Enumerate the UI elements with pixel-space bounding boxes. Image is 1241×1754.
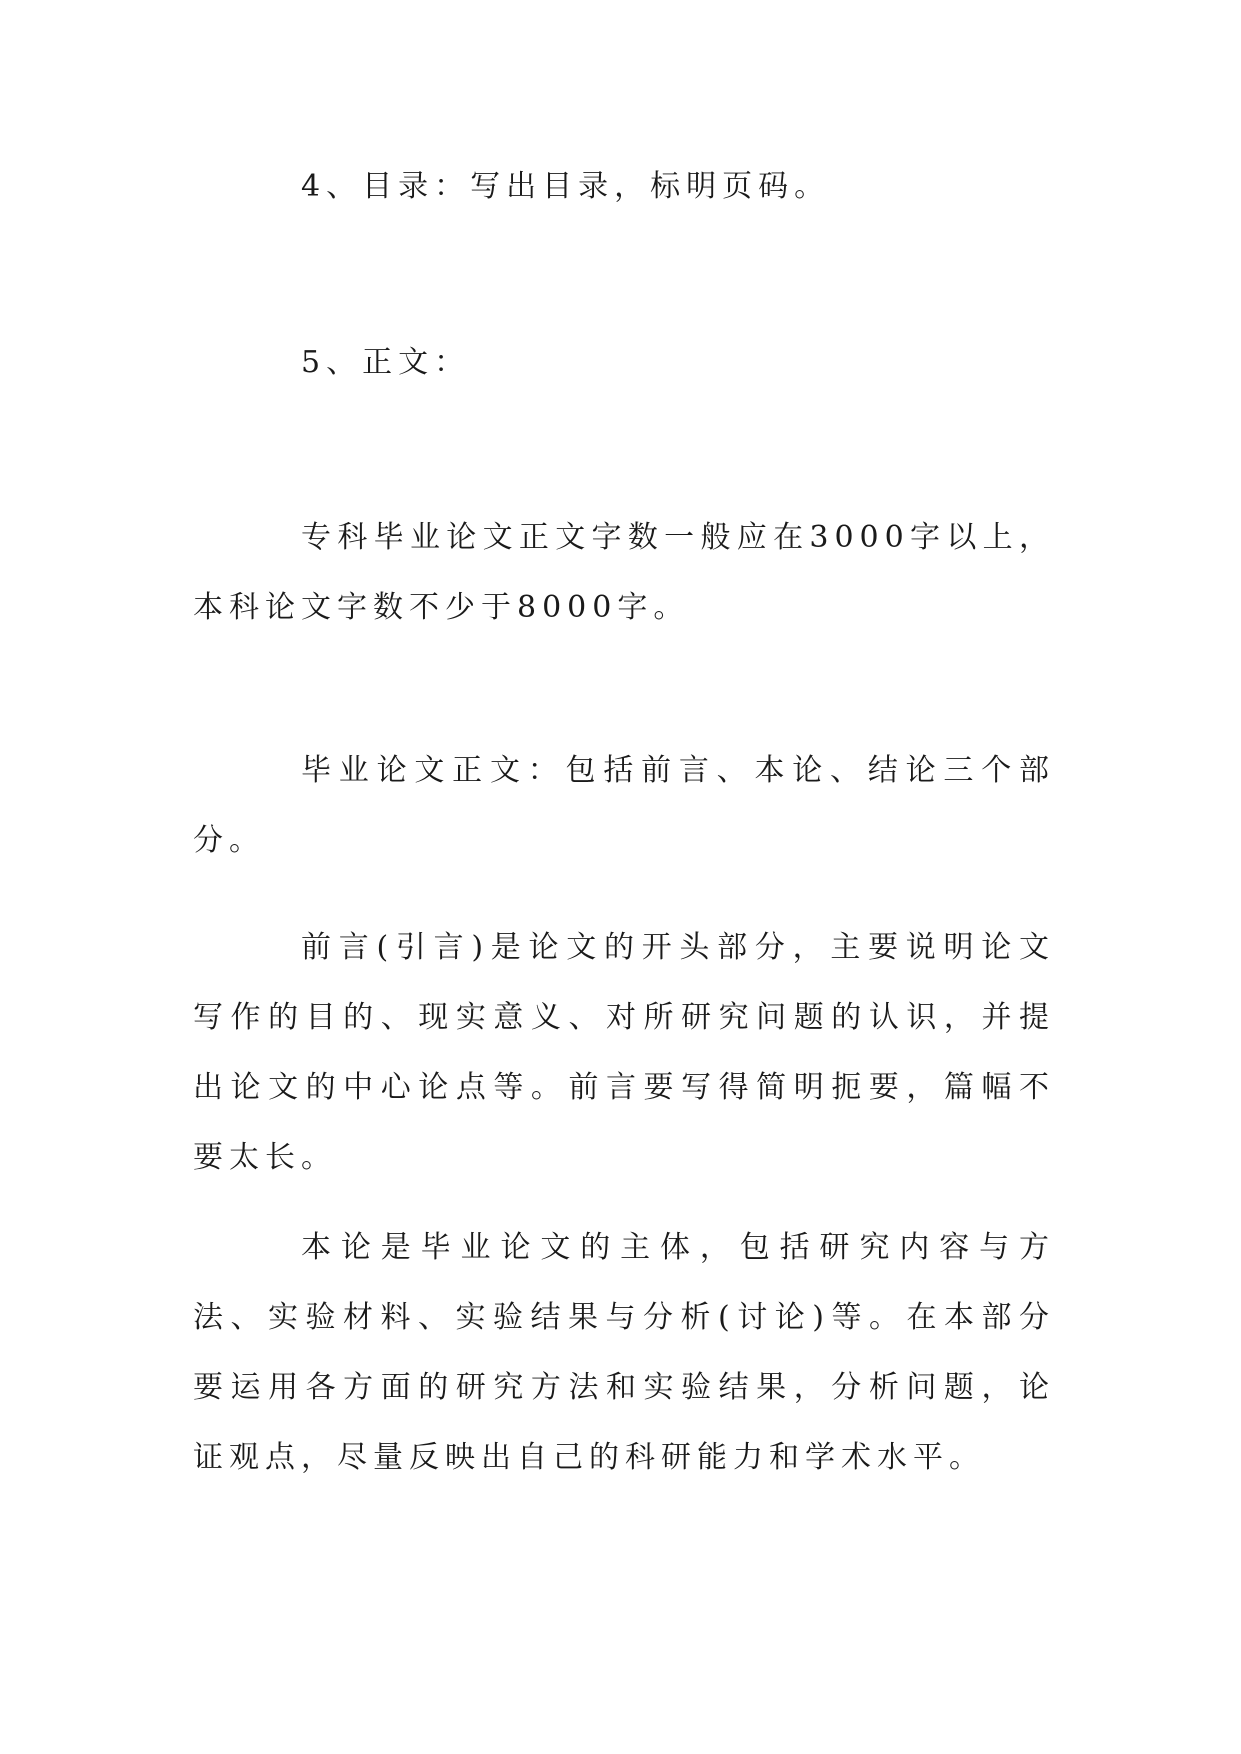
paragraph-main-text-structure: 毕业论文正文：包括前言、本论、结论三个部分。: [193, 753, 1055, 858]
paragraph-introduction: 前言(引言)是论文的开头部分，主要说明论文写作的目的、现实意义、对所研究问题的认识，并提出论文的中心论点等。前言要写得简明扼要，篇幅不要太长。: [193, 930, 1055, 1175]
paragraph-word-count: 专科毕业论文正文字数一般应在3000字以上，本科论文字数不少于8000字。: [193, 520, 1055, 625]
paragraph-main-text-heading: 5、正文：: [301, 345, 471, 380]
paragraph-main-body: 本论是毕业论文的主体，包括研究内容与方法、实验材料、实验结果与分析(讨论)等。在本部分要运用各方面的研究方法和实验结果，分析问题，论证观点，尽量反映出自己的科研能力和学术水平。: [193, 1230, 1055, 1475]
paragraph-table-of-contents: 4、目录：写出目录，标明页码。: [301, 169, 831, 204]
